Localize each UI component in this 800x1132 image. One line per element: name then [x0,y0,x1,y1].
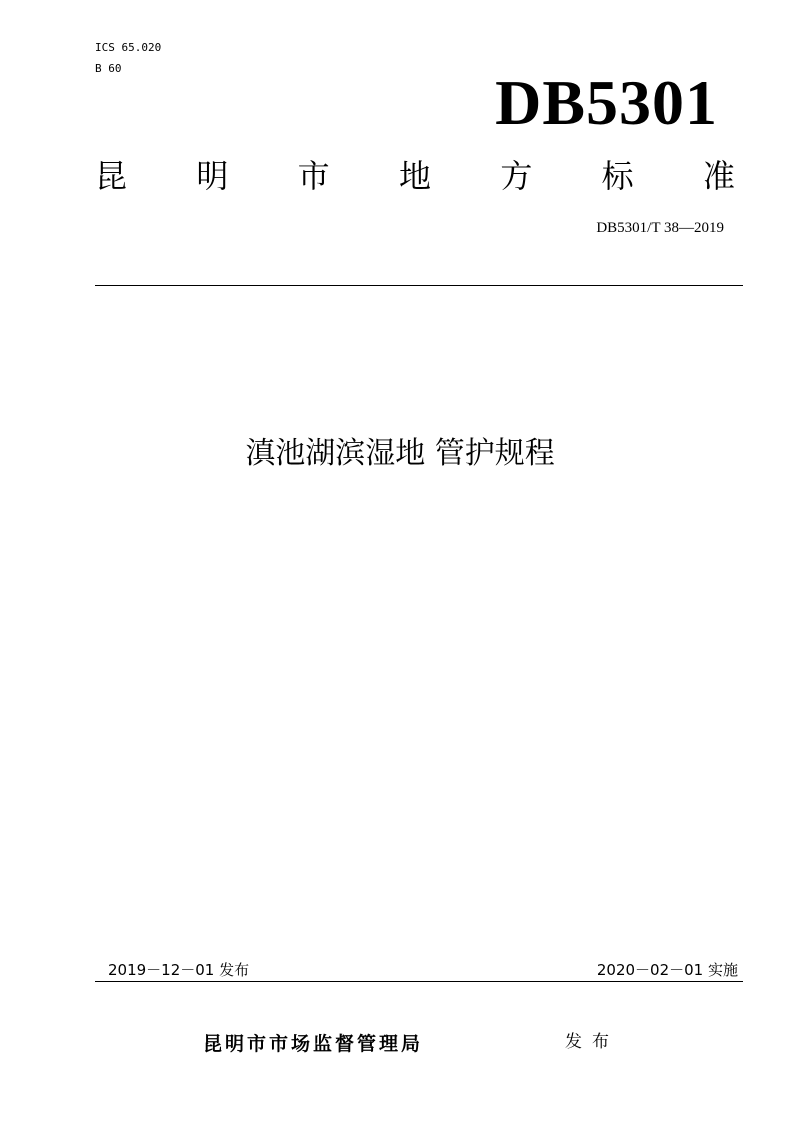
standard-type-char: 昆 [95,157,128,195]
ics-code: ICS 65.020 [95,41,162,54]
document-title: 滇池湖滨湿地 管护规程 [245,436,555,471]
standard-type [95,152,735,200]
standard-type-char: 方 [500,157,533,195]
issuing-authority: 昆明市市场监督管理局 [203,1033,424,1055]
standard-type-char: 明 [196,157,229,195]
issue-label: 发布 [565,1032,619,1052]
standard-logo: DB5301 [495,67,718,138]
publish-date: 2019－12－01 发布 [108,961,250,979]
standard-number: DB5301/T 38—2019 [596,220,724,236]
implement-date: 2020－02－01 实施 [596,961,738,979]
classification-code: B 60 [95,62,122,75]
standard-type-char: 标 [601,157,634,195]
standard-type-char: 准 [702,157,735,195]
standard-type-char: 市 [297,157,330,195]
footer-divider [95,981,743,982]
header-divider [95,285,743,286]
standard-type-char: 地 [398,157,431,195]
